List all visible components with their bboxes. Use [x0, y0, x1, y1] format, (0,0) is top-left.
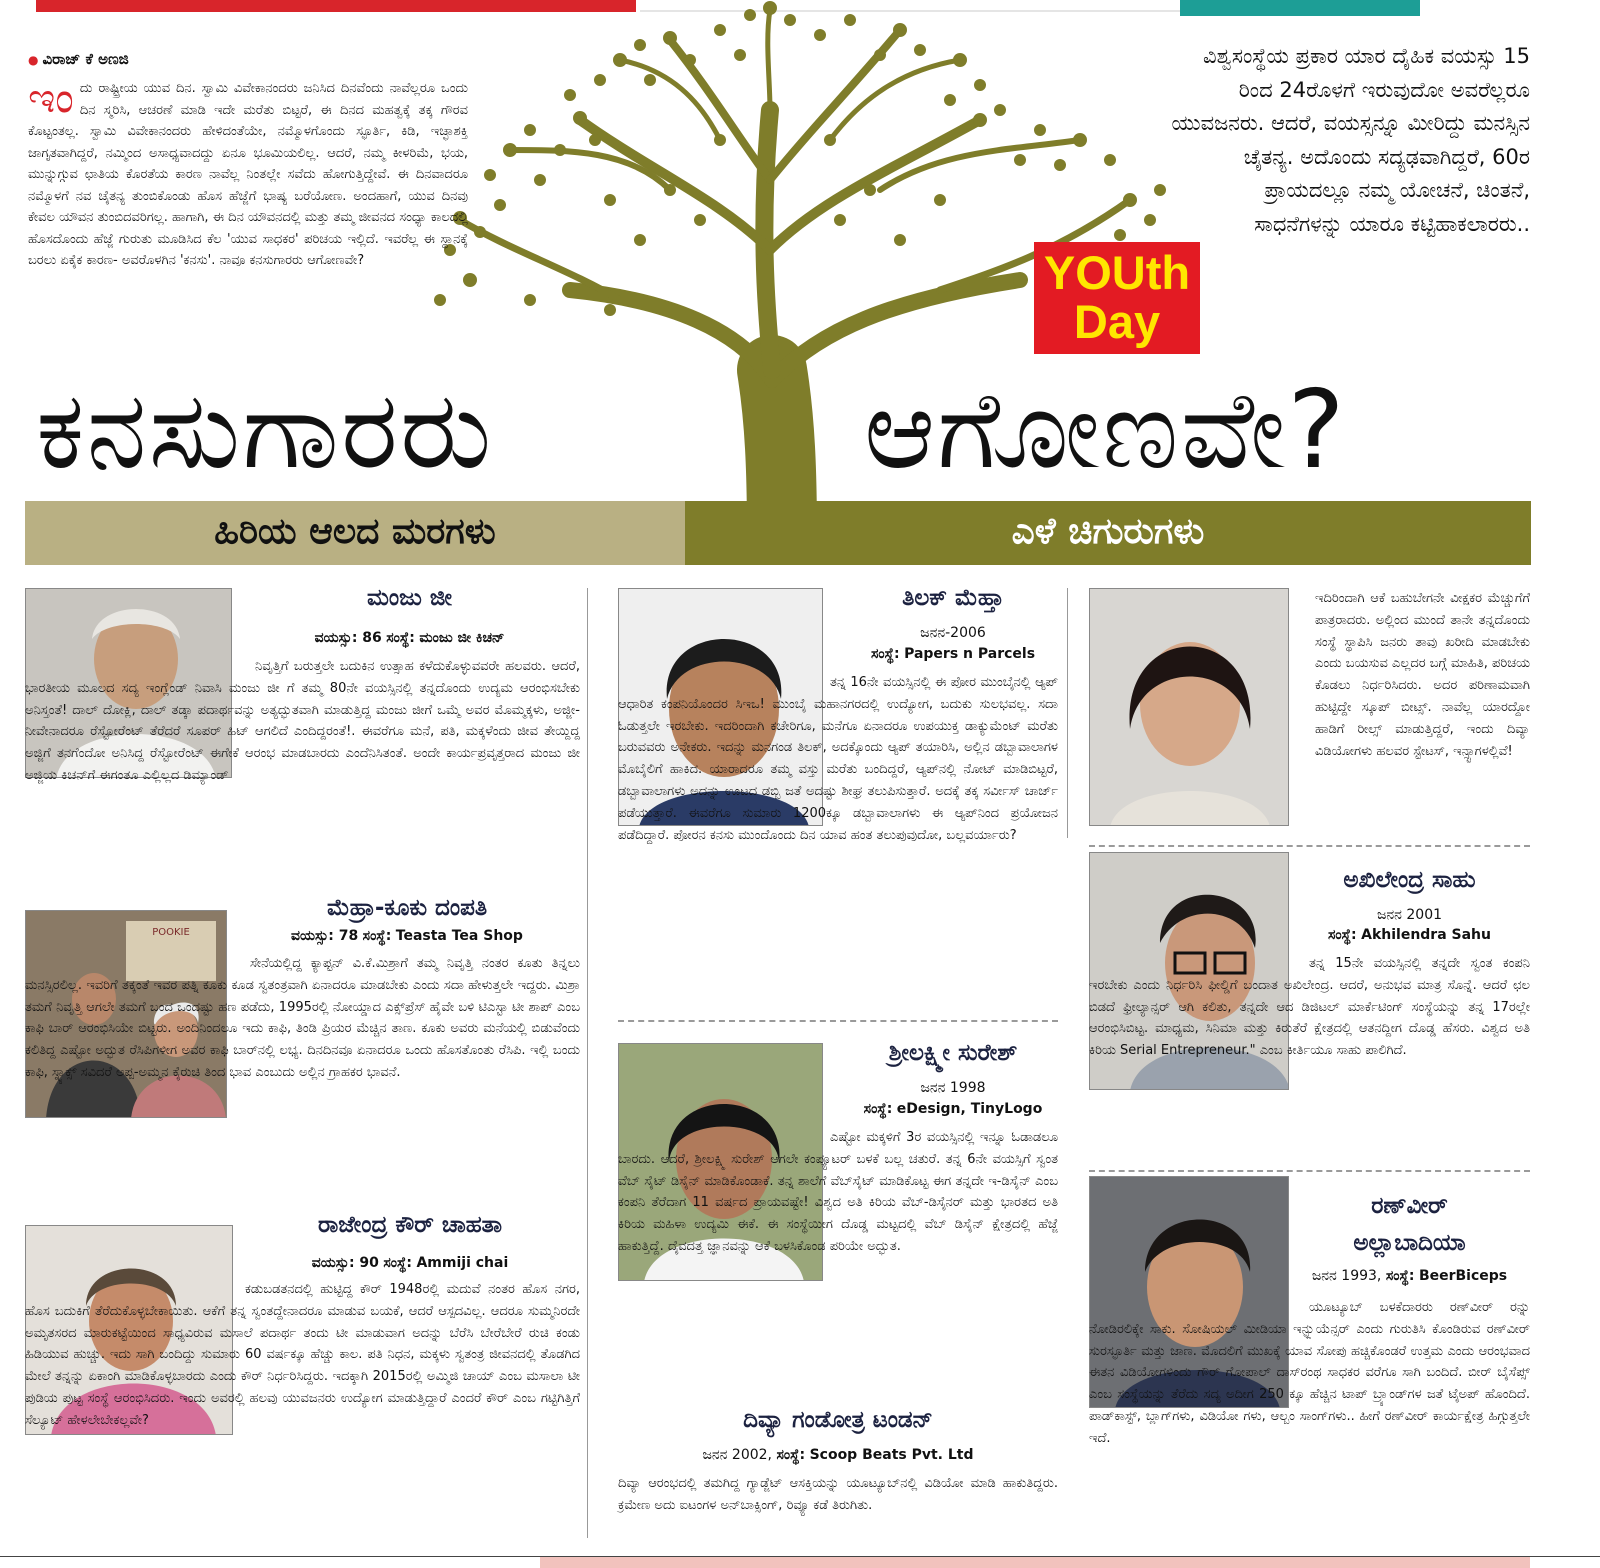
elder-age-3: ವಯಸ್ಸು: 90 — [311, 1255, 379, 1271]
youth-org-row-tilak — [823, 646, 1083, 662]
section-band-elders: ಹಿರಿಯ ಆಲದ ಮರಗಳು — [25, 501, 685, 565]
elder-org-label-1: ಸಂಸ್ಥೆ: — [386, 630, 415, 646]
photo-sign-text: POOKIE — [152, 927, 190, 938]
youth-org-divya: Scoop Beats Pvt. Ltd — [809, 1447, 974, 1463]
youth-name-divya: ದಿವ್ಯಾ ಗಂಡೋತ್ರ ಟಂಡನ್ — [743, 1407, 933, 1433]
elder-name-2: ಮೆಹ್ರಾ-ಕೂಕು ದಂಪತಿ — [326, 895, 488, 921]
youth-text-ranveer: ಯೂಟ್ಯೂಬ್ ಬಳಕೆದಾರರು ರಣ್‌ವೀರ್ ರನ್ನು ನೋಡಿರಲಿಕ್ಕೇ ಸಾಕು. ಸೋಷಿಯಲ್ ಮೀಡಿಯಾ ಇನ್ಫ್ಲುಯೆನ್ಸರ್ ಎಂದು ಗುರುತಿಸಿ ಕೊಂಡಿರುವ ರಣ್‌ವೀರ್ ಸುರಸ್ಫೂರ್ತಿ ಮತ್ತು ಜಾಣ. ಮೊದಲಿಗೆ ಮುಖಕ್ಕೆ ಯಾವ ಸೋಪು ಹಚ್ಚಿಕೊಂಡರೆ ಉತ್ತಮ ಎಂದು ಆರಂಭವಾದ ಈತನ ವಿಡಿಯೋಗಳಿಂದು ಗೌರ್ ಗೋಪಾಲ್ ದಾಸ್‌ರಂಥ ಸಾಧಕರ ವರೆಗೂ ಸಾಗಿ ಬಂದಿದೆ. ಬೀರ್ ಬೈಸೆಪ್ಸ್ ಎಂಬ ಸಂಸ್ಥೆಯನ್ನು ತೆರೆದು ಸದ್ಯ ಅದೀಗ 250 ಕ್ಕೂ ಹೆಚ್ಚಿನ ಟಾಪ್ ಬ್ರ್ಯಾಂಡ್‌ಗಳ ಜತೆ ಟೈಅಪ್ ಹೊಂದಿದೆ. ಪಾಡ್‌ಕಾಸ್ಟ್, ಬ್ಲಾಗ್‌ಗಳು, ವಿಡಿಯೋ ಗಳು, ಆಲ್ಬಂ ಸಾಂಗ್‌ಗಳು.. ಹೀಗೆ ರಣ್‌ವೀರ್ ಕಾರ್ಯಕ್ಷೇತ್ರ ಹಿಗ್ಗುತ್ತಲೇ ಇದೆ. — [1089, 1300, 1530, 1446]
youth-name-tilak: ತಿಲಕ್ ಮೆಹ್ತಾ — [902, 585, 1004, 611]
youth-text-akhilendra: ತನ್ನ 15ನೇ ವಯಸ್ಸಿನಲ್ಲಿ ತನ್ನದೇ ಸ್ವಂತ ಕಂಪನಿ ಇರಬೇಕು ಎಂದು ನಿರ್ಧರಿಸಿ ಫೀಲ್ಡಿಗೆ ಬಂದಾತ ಅಖಿಲೇಂದ್ರ. ಆದರೆ, ಅನುಭವ ಮಾತ್ರ ಸೊನ್ನೆ. ಆದರೆ ಛಲ ಬಿಡದೆ ಫ್ರೀಲ್ಯಾನ್ಸರ್ ಆಗಿ ಕಲಿತು, ತನ್ನದೇ ಆದ ಡಿಜಿಟಲ್ ಮಾರ್ಕೆಟಿಂಗ್ ಸಂಸ್ಥೆಯನ್ನು ತನ್ನ 17ರಲ್ಲೇ ಆರಂಭಿಸಿಬಿಟ್ಟ. ಮಾಧ್ಯಮ, ಸಿನಿಮಾ ಮತ್ತು ಕಿರುತೆರೆ ಕ್ಷೇತ್ರದಲ್ಲಿ ಆತನದ್ದೀಗ ದೊಡ್ಡ ಹೆಸರು. ವಿಶ್ವದ ಅತಿ ಕಿರಿಯ Serial Entrepreneur." ಎಂಬ ಕೀರ್ತಿಯೂ ಸಾಹು ಪಾಲಿಗಿದೆ. — [1089, 956, 1530, 1059]
elder-text-3: ಕಡುಬಡತನದಲ್ಲಿ ಹುಟ್ಟಿದ್ದ ಕೌರ್ 1948ರಲ್ಲಿ ಮದುವೆ ನಂತರ ಹೊಸ ನಗರ, ಹೊಸ ಬದುಕಿಗೆ ತೆರೆದುಕೊಳ್ಳಬೇಕಾಯಿತು. ಆಕೆಗೆ ತನ್ನ ಸ್ವಂತದ್ದೇನಾದರೂ ಮಾಡುವ ಬಯಕೆ, ಆದರೆ ಆಸ್ಪದವಿಲ್ಲ. ಆದರೂ ಸುಮ್ಮನಿರದೇ ಅಮೃತಸರದ ಮಾರುಕಟ್ಟೆಯಿಂದ ಸಾಧ್ಯವಿರುವ ಮಸಾಲೆ ಪದಾರ್ಥ ತಂದು ಟೀ ಮಾಡುವಾಗ ಅದನ್ನು ಬೆರೆಸಿ ಬೇರೆಬೇರೆ ರುಚಿ ಕಂಡು ಹಿಡಿಯುವ ಹುಚ್ಚು. ಇದು ಸಾಗಿ ಬಂದಿದ್ದು ಸುಮಾರು 60 ವರ್ಷಕ್ಕೂ ಹೆಚ್ಚು ಕಾಲ. ಪತಿ ನಿಧನ, ಮಕ್ಕಳು ಸ್ವತಂತ್ರ ಜೀವನದಲ್ಲಿ ತೊಡಗಿದ ಮೇಲೆ ತನ್ನನ್ನು ಏಕಾಂಗಿ ಮಾಡಿಕೊಳ್ಳಬಾರದು ಎಂದು ಕೌರ್ ನಿರ್ಧರಿಸಿದ್ದರು. ಇದಕ್ಕಾಗಿ 2015ರಲ್ಲಿ ಅಮ್ಮಿಜಿ ಚಾಯ್ ಎಂಬ ಮಸಾಲಾ ಟೀ ಪುಡಿಯ ಪುಟ್ಟ ಸಂಸ್ಥೆ ಆರಂಭಿಸಿದರು. ಇಂದು ಅವರಲ್ಲಿ ಹಲವು ಯುವಜನರು ಉದ್ಯೋಗ ಮಾಡುತ್ತಿದ್ದಾರೆ ಎಂದರೆ ಕೌರ್ ಎಂಬ ಗಟ್ಟಿಗಿತ್ತಿಗೆ ಸೆಲ್ಯೂಟ್ ಹೇಳಲೇಬೇಕಲ್ಲವೇ? — [25, 1282, 580, 1428]
youth-meta-ranveer — [1289, 1268, 1530, 1284]
youth-born-sreelakshmi: ಜನನ 1998 — [920, 1080, 986, 1096]
intro-paragraph — [28, 73, 468, 272]
masthead-teal-bar — [1180, 0, 1420, 16]
youth-name-ranveer-1: ರಣ್‌ವೀರ್ — [1371, 1193, 1448, 1219]
elder-age-2: ವಯಸ್ಸು: 78 — [291, 928, 359, 944]
elder-meta-2 — [227, 928, 587, 944]
youth-org-row-sreelakshmi — [823, 1101, 1083, 1117]
youth-text-sreelakshmi: ಎಷ್ಟೋ ಮಕ್ಕಳಿಗೆ 3ರ ವಯಸ್ಸಿನಲ್ಲಿ ಇನ್ನೂ ಓಡಾಡಲೂ ಬಾರದು. ಆದರೆ, ಶ್ರೀಲಕ್ಷ್ಮಿ ಸುರೇಶ್ ಆಗಲೇ ಕಂಪ್ಯೂಟರ್ ಬಳಕೆ ಬಲ್ಲ ಚತುರೆ. ತನ್ನ 6ನೇ ವಯಸ್ಸಿಗೆ ಸ್ವಂತ ವೆಬ್ ಸೈಟ್ ಡಿಸೈನ್ ಮಾಡಿಕೊಂಡಾಕೆ. ತನ್ನ ಶಾಲೆಗೆ ವೆಬ್‌ಸೈಟ್ ಮಾಡಿಕೊಟ್ಟ ಈಗ ತನ್ನದೇ ಇ-ಡಿಸೈನ್ ಎಂಬ ಕಂಪನಿ ತೆರೆದಾಗ 11 ವರ್ಷದ ಪ್ರಾಯವಷ್ಟೇ! ವಿಶ್ವದ ಅತಿ ಕಿರಿಯ ವೆಬ್-ಡಿಸೈನರ್ ಮತ್ತು ಭಾರತದ ಅತಿ ಕಿರಿಯ ಮಹಿಳಾ ಉದ್ಯಮಿ ಈಕೆ. ಈ ಸಂಸ್ಥೆಯೀಗ ದೊಡ್ಡ ಮಟ್ಟದಲ್ಲಿ ವೆಬ್ ಡಿಸೈನ್ ಕ್ಷೇತ್ರದಲ್ಲಿ ಹೆಜ್ಜೆ ಹಾಕುತ್ತಿದ್ದೆ. ದೈವದತ್ತ ಜ್ಞಾನವನ್ನು ಆಕೆ ಬಳಸಿಕೊಂಡ ಪರಿಯೇ ಅದ್ಭುತ. — [618, 1130, 1058, 1254]
youth-born-ranveer: ಜನನ 1993, — [1311, 1268, 1382, 1284]
elder-meta-3 — [233, 1255, 587, 1271]
section-divider — [618, 1020, 1058, 1022]
youth-org-label-akhilendra: ಸಂಸ್ಥೆ: — [1328, 927, 1357, 943]
un-youth-quote: ವಿಶ್ವಸಂಸ್ಥೆಯ ಪ್ರಕಾರ ಯಾರ ದೈಹಿಕ ವಯಸ್ಸು 15 ರಿಂದ 24ರೊಳಗೆ ಇರುವುದೋ ಅವರೆಲ್ಲರೂ ಯುವಜನರು. ಆದರೆ, ವಯಸ್ಸನ್ನೂ ಮೀರಿದ್ದು ಮನಸ್ಸಿನ ಚೈತನ್ಯ. ಅದೊಂದು ಸದ್ಯಢವಾಗಿದ್ದರೆ, 60ರ ಪ್ರಾಯದಲ್ಲೂ ನಮ್ಮ ಯೋಚನೆ, ಚಿಂತನೆ, ಸಾಧನೆಗಳನ್ನು ಯಾರೂ ಕಟ್ಟಿಹಾಕಲಾರರು.. — [1171, 44, 1530, 236]
portrait-young-woman — [1090, 589, 1289, 826]
headline-left: ಕನಸುಗಾರರು — [36, 368, 494, 493]
elder-org-label-3: ಸಂಸ್ಥೆ: — [383, 1255, 413, 1271]
youth-born-tilak: ಜನನ-2006 — [920, 625, 986, 641]
next-article-strip — [540, 1557, 1530, 1568]
youth-org-tilak: Papers n Parcels — [904, 646, 1036, 662]
elder-org-label-2: ಸಂಸ್ಥೆ: — [362, 928, 392, 944]
elder-org-1: ಮಂಜು ಜೀ ಕಿಚನ್ — [419, 630, 505, 646]
elder-name-1: ಮಂಜು ಜೀ — [367, 585, 452, 611]
youth-org-row-akhilendra — [1289, 927, 1530, 943]
badge-line-1: YOUth — [1043, 246, 1191, 299]
youth-org-label-ranveer: ಸಂಸ್ಥೆ: — [1385, 1268, 1415, 1284]
youth-org-sreelakshmi: eDesign, TinyLogo — [896, 1101, 1043, 1117]
elder-org-2: Teasta Tea Shop — [395, 928, 523, 944]
badge-line-2: Day — [1073, 295, 1161, 348]
photo-divya — [1089, 588, 1289, 826]
youth-born-akhilendra: ಜನನ 2001 — [1376, 907, 1443, 923]
elder-org-3: Ammiji chai — [416, 1255, 509, 1271]
headline-right: ಆಗೋಣವೇ? — [864, 368, 1347, 493]
youth-meta-divya — [618, 1447, 1058, 1463]
youth-org-label-sreelakshmi: ಸಂಸ್ಥೆ: — [863, 1101, 893, 1117]
youth-org-akhilendra: Akhilendra Sahu — [1361, 927, 1491, 943]
elder-text-2: ಸೇನೆಯಲ್ಲಿದ್ದ ಕ್ಯಾಪ್ಟನ್ ವಿ.ಕೆ.ಮಿಶ್ರಾಗೆ ತಮ್ಮ ನಿವೃತ್ತಿ ನಂತರ ಕೂತು ತಿನ್ನಲು ಮನಸ್ಸಿರಲಿಲ್ಲ. ಇವರಿಗೆ ತಕ್ಕಂತೆ ಇವರ ಪತ್ನಿ ಕೂಕು ಕೂಡ ಸ್ವತಂತ್ರವಾಗಿ ಏನಾದರೂ ಮಾಡಬೇಕು ಎಂದು ಸದಾ ಹೇಳುತ್ತಲೇ ಇದ್ದರು. ಮಿಶ್ರಾ ತಮಗೆ ನಿವೃತ್ತಿ ಆಗಲೇ ತಮಗೆ ಬಂದ ಒಂದಷ್ಟು ಹಣ ಪಡೆದು, 1995ರಲ್ಲಿ ನೋಯ್ಡಾದ ಎಕ್ಸ್‌ಪ್ರೆಸ್ ಹೈವೇ ಬಳಿ ಟಿಎಸ್ಟಾ ಟೀ ಶಾಪ್ ಎಂಬ ಕಾಫಿ ಬಾರ್ ಆರಂಭಿಸಿಯೇ ಬಿಟ್ಟರು. ಅಂದಿನಿಂದಲೂ ಇದು ಕಾಫಿ, ತಿಂಡಿ ಪ್ರಿಯರ ಮೆಚ್ಚಿನ ತಾಣ. ಕೂಕು ಅವರು ಮನೆಯಲ್ಲಿ ಬಿಡುವೆಂದು ಕಲಿತಿದ್ದ ಎಷ್ಟೋ ಅದ್ಭುತ ರೆಸಿಪಿಗಳೀಗ ಅವರ ಕಾಫಿ ಬಾರ್‌ನಲ್ಲಿ ಲಭ್ಯ. ದಿನದಿನವೂ ಏನಾದರೂ ಒಂದು ಹೊಸತೊಂತು ರೆಸಿಪಿ. ಇಲ್ಲಿ ಬಂದು ಕಾಫಿ, ಸ್ನ್ಯಾಕ್ಸ್ ಸವಿದರೆ ಅಪ್ಪ-ಅಮ್ಮನ ಕೈರುಚಿ ತಿಂದ ಭಾವ ಎಂಬುದು ಅಲ್ಲಿನ ಗ್ರಾಹಕರ ಭಾವನೆ. — [25, 956, 580, 1080]
youth-name-akhilendra: ಅಖಿಲೇಂದ್ರ ಸಾಹು — [1343, 867, 1476, 893]
intro-text: ದು ರಾಷ್ಟ್ರೀಯ ಯುವ ದಿನ. ಸ್ವಾಮಿ ವಿವೇಕಾನಂದರು ಜನಿಸಿದ ದಿನವೆಂದು ನಾವೆಲ್ಲರೂ ಒಂದು ದಿನ ಸ್ಮರಿಸಿ, ಆಚರಣೆ ಮಾಡಿ ಇದೇ ಮರೆತು ಬಿಟ್ಟರೆ, ಈ ದಿನದ ಮಹತ್ವಕ್ಕೆ ತಕ್ಕ ಗೌರವ ಕೊಟ್ಟಂತಲ್ಲ. ಸ್ವಾಮಿ ವಿವೇಕಾನಂದರು ಹೇಳಿದಂತೆಯೇ, ನಮ್ಮೊಳಗೊಂದು ಸ್ಫೂರ್ತಿ, ಕಿಡಿ, ಇಚ್ಛಾಶಕ್ತಿ ಜಾಗೃತವಾಗಿದ್ದರೆ, ನಮ್ಮಿಂದ ಅಸಾಧ್ಯವಾದದ್ದು ಏನೂ ಭೂಮಿಯಲಿಲ್ಲ. ಆದರೆ, ನಮ್ಮ ಕೀಳರಿಮೆ, ಭಯ, ಮುನ್ನುಗ್ಗುವ ಛಾತಿಯ ಕೊರತೆಯ ಕಾರಣ ನಾವೆಲ್ಲ ನಿಂತಲ್ಲೇ ಸವೆದು ಹೋಗುತ್ತಿದ್ದೇವೆ. ಈ ದಿನವಾದರೂ ನಮ್ಮೊಳಗೆ ನವ ಚೈತನ್ಯ ತುಂಬಿಕೊಂಡು ಹೊಸ ಹೆಜ್ಜೆಗೆ ಭಾಷ್ಯ ಬರೆಯೋಣ. ಅಂದಹಾಗೆ, ಯುವ ದಿನವು ಕೇವಲ ಯೌವನ ತುಂಬಿದವರಿಗಲ್ಲ. ಹಾಗಾಗಿ, ಈ ದಿನ ಯೌವನದಲ್ಲಿ ಮತ್ತು ತಮ್ಮ ಜೀವನದ ಸಂಧ್ಯಾ ಕಾಲದಲ್ಲಿ ಹೊಸದೊಂದು ಹೆಜ್ಜೆ ಗುರುತು ಮೂಡಿಸಿದ ಕೆಲ 'ಯುವ ಸಾಧಕರ' ಪರಿಚಯ ಇಲ್ಲಿದೆ. ಇವರೆಲ್ಲ ಈ ಸ್ಥಾನಕ್ಕೆ ಬರಲು ಏಕೈಕ ಕಾರಣ- ಅವರೊಳಗಿನ 'ಕನಸು'. ನಾವೂ ಕನಸುಗಾರರು ಆಗೋಣವೇ? — [28, 81, 468, 268]
intro-dropcap: ಇಂ — [28, 73, 74, 122]
youth-born-divya: ಜನನ 2002, — [702, 1447, 772, 1463]
youth-text-tilak: ತನ್ನ 16ನೇ ವಯಸ್ಸಿನಲ್ಲಿ ಈ ಪೋರ ಮುಂಬೈನಲ್ಲಿ ಆ್ಯಪ್ ಆಧಾರಿತ ಕಂಪನಿಯೊಂದರ ಸಿಇಒ! ಮುಂಬೈ ಮಹಾನಗರದಲ್ಲಿ ಉದ್ಯೋಗ, ಬದುಕು ಸುಲಭವಲ್ಲ. ಸದಾ ಓಡುತ್ತಲೇ ಇರಬೇಕು. ಇದರಿಂದಾಗಿ ಕಚೇರಿಗೂ, ಮನೆಗೂ ಏನಾದರೂ ಉಪಯುಕ್ತ ಡಾಕ್ಯುಮೆಂಟ್ ಮರೆತು ಬರುವವರು ಅನೇಕರು. ಇದನ್ನು ಮನಗಂಡ ತಿಲಕ್, ಅದಕ್ಕೊಂದು ಆ್ಯಪ್ ತಯಾರಿಸಿ, ಅಲ್ಲಿನ ಡಬ್ಬಾವಾಲಾಗಳ ಮೊಬೈಲಿಗೆ ಹಾಕಿದ. ಯಾರಾದರೂ ತಮ್ಮ ವಸ್ತು ಮರೆತು ಬಂದಿದ್ದರೆ, ಆ್ಯಪ್‌ನಲ್ಲಿ ನೋಟ್ ಮಾಡಿಬಿಟ್ಟರೆ, ಡಬ್ಬಾವಾಲಾಗಳು ಅದನ್ನು ಊಟದ ಡಬ್ಬಿ ಜತೆ ಅದಷ್ಟು ಶೀಘ್ರ ತಲುಪಿಸುತ್ತಾರೆ. ಅದಕ್ಕೆ ತಕ್ಕ ಸರ್ವೀಸ್ ಚಾರ್ಜ್ ಪಡೆಯುತ್ತಾರೆ. ಈವರೆಗೂ ಸುಮಾರು 1200ಕ್ಕೂ ಡಬ್ಬಾವಾಲಾಗಳು ಈ ಆ್ಯಪ್‌ನಿಂದ ಪ್ರಯೋಜನ ಪಡೆದಿದ್ದಾರೆ. ಪೋರನ ಕನಸು ಮುಂದೊಂದು ದಿನ ಯಾವ ಹಂತ ತಲುಪುವುದೋ, ಬಲ್ಲವರ್ಯಾರು? — [618, 675, 1058, 843]
youth-org-label-divya: ಸಂಸ್ಥೆ: — [776, 1447, 806, 1463]
youth-name-sreelakshmi: ಶ್ರೀಲಕ್ಷ್ಮೀ ಸುರೇಶ್ — [888, 1040, 1018, 1066]
section-divider-right-2 — [1089, 1170, 1530, 1172]
section-band-youth: ಎಳೆ ಚಿಗುರುಗಳು — [685, 501, 1531, 565]
youth-day-badge — [1034, 242, 1200, 354]
elder-meta-1 — [232, 630, 587, 646]
elder-text-1: ನಿವೃತ್ತಿಗೆ ಬರುತ್ತಲೇ ಬದುಕಿನ ಉತ್ಸಾಹ ಕಳೆದುಕೊಳ್ಳುವವರೇ ಹಲವರು. ಆದರೆ, ಭಾರತೀಯ ಮೂಲದ ಸದ್ಯ ಇಂಗ್ಲೆಂಡ್ ನಿವಾಸಿ ಮಂಜು ಜೀ ಗೆ ತಮ್ಮ 80ನೇ ವಯಸ್ಸಿನಲ್ಲಿ ತನ್ನದೊಂದು ಉದ್ಯಮ ಆರಂಭಿಸಬೇಕು ಅನಿಸ್ತಂತೆ! ದಾಲ್ ದೋಕ್ಲಿ, ದಾಲ್ ತಡ್ಕಾ ಪದಾರ್ಥವನ್ನು ಅತ್ಯದ್ಭುತವಾಗಿ ಮಾಡುತ್ತಿದ್ದ ಮಂಜು ಜೀಗೆ ಒಮ್ಮೆ ಅವರ ಮೊಮ್ಮಕ್ಕಳು, ಅಜ್ಜೀ-ನೀವೇನಾದರೂ ರೆಸ್ಟೋರೆಂಟ್ ತೆರೆದರೆ ಸೂಪರ್ ಹಿಟ್ ಆಗಲಿದೆ ಎಂದಿದ್ದರಂತೆ!. ಈವರೆಗೂ ಮನೆ, ಪತಿ, ಮಕ್ಕಳೆಂದು ಜೀವ ತೇಯ್ದಿದ್ದ ಅಜ್ಜಿಗೆ ತನಗೆಂದೋ ಅನಿಸಿದ್ದ ರೆಸ್ಟೋರೆಂಟ್ ಈಗೇಕೆ ಆರಂಭ ಮಾಡಬಾರದು ಎಂದೆನಿಸಿತಂತೆ. ಅಂದೇ ಕಾರ್ಯಪ್ರವೃತ್ತರಾದ ಮಂಜು ಜೀ ಅಜ್ಜಿಯ ಕಿಚನ್‌ಗೆ ಈಗಂತೂ ಎಲ್ಲಿಲ್ಲದ ಡಿಮ್ಯಾಂಡ್ — [25, 659, 580, 783]
byline: ● ವಿರಾಜ್ ಕೆ ಅಣಜಿ — [28, 50, 129, 68]
youth-text-divya: ದಿವ್ಯಾ ಆರಂಭದಲ್ಲಿ ತಮಗಿದ್ದ ಗ್ಯಾಡ್ಜೆಟ್ ಆಸಕ್ತಿಯನ್ನು ಯೂಟ್ಯೂಬ್‌ನಲ್ಲಿ ವಿಡಿಯೋ ಮಾಡಿ ಹಾಕುತಿದ್ದರು. ಕ್ರಮೇಣ ಅದು ಐಟಂಗಳ ಅನ್‌ಬಾಕ್ಸಿಂಗ್, ರಿವ್ಯೂ ಕಡೆ ತಿರುಗಿತು. — [618, 1476, 1058, 1513]
elder-age-1: ವಯಸ್ಸು: 86 — [314, 630, 382, 646]
youth-org-ranveer: BeerBiceps — [1418, 1268, 1508, 1284]
section-divider-right-1 — [1089, 845, 1530, 847]
column-divider-1 — [587, 588, 588, 1538]
youth-text-divya-cont: ಇದಿರಿಂದಾಗಿ ಆಕೆ ಬಹುಬೇಗನೇ ವೀಕ್ಷಕರ ಮೆಚ್ಚುಗೆಗೆ ಪಾತ್ರರಾದರು. ಅಲ್ಲಿಂದ ಮುಂದೆ ತಾನೇ ತನ್ನದೊಂದು ಸಂಸ್ಥೆ ಸ್ಥಾಪಿಸಿ ಜನರು ತಾವು ಖರೀದಿ ಮಾಡಬೇಕು ಎಂದು ಬಯಸುವ ಎಲ್ಲದರ ಬಗ್ಗೆ ಮಾಹಿತಿ, ಪರಿಚಯ ಕೊಡಲು ನಿರ್ಧರಿಸಿದರು. ಅದರ ಪರಿಣಾಮವಾಗಿ ಹುಟ್ಟಿದ್ದೇ ಸ್ಕೂಪ್ ಬೀಟ್ಸ್. ನಾವೆಲ್ಲ ಯಾರದ್ದೋ ಹಾಡಿಗೆ ರೀಲ್ಸ್ ಮಾಡುತ್ತಿದ್ದರೆ, ಇಂದು ದಿವ್ಯಾ ವಿಡಿಯೋಗಳು ಹಲವರ ಸ್ಟೇಟಸ್, ಇನ್ಸ್ಟಾಗಳಲ್ಲಿವೆ! — [1315, 591, 1530, 759]
youth-org-label-tilak: ಸಂಸ್ಥೆ: — [870, 646, 900, 662]
elder-name-3: ರಾಜೇಂದ್ರ ಕೌರ್ ಚಾಹತಾ — [318, 1212, 502, 1238]
youth-name-ranveer-2: ಅಲ್ಲಾಬಾದಿಯಾ — [1353, 1230, 1466, 1256]
